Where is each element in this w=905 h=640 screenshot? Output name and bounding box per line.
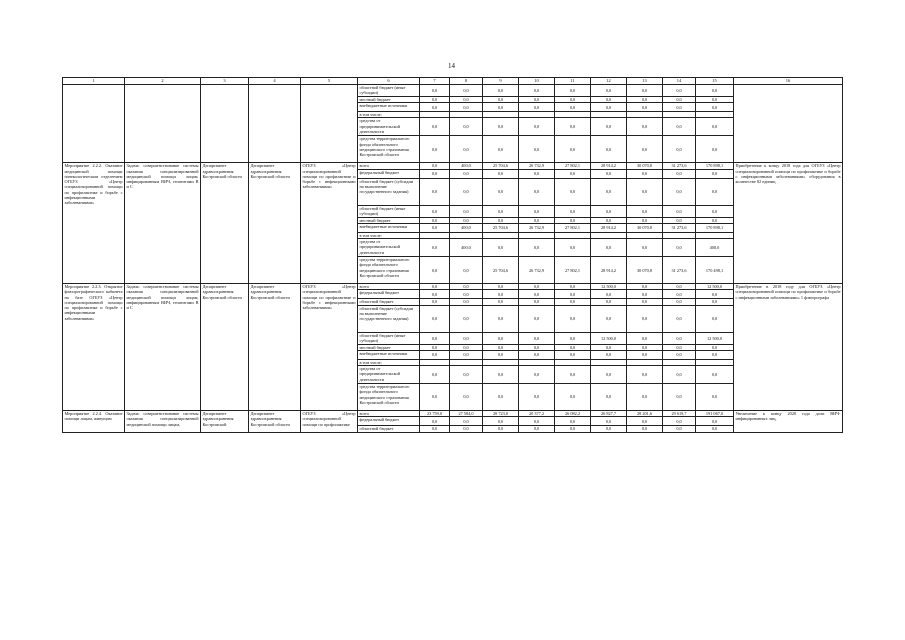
- funding-source: средства от предпринимательской деятельности: [358, 366, 420, 384]
- amount-cell: 0,0: [519, 97, 555, 103]
- amount-cell: 0,0: [591, 217, 627, 223]
- column-number: 7: [420, 78, 450, 85]
- amount-cell: 0,0: [483, 169, 519, 178]
- co-executor: Департамент здравоохранения Костромской области: [249, 284, 301, 411]
- amount-cell: 0,0: [555, 103, 591, 112]
- amount-cell: 0,0: [420, 97, 450, 103]
- amount-cell: 0,0: [663, 384, 696, 411]
- amount-cell: 0,0: [696, 299, 734, 305]
- amount-cell: 12 500,0: [591, 284, 627, 290]
- column-number: 14: [663, 78, 696, 85]
- amount-cell: 0,0: [519, 299, 555, 305]
- funding-source: всего: [358, 284, 420, 290]
- amount-cell: 28 914,2: [591, 163, 627, 169]
- amount-cell: 0,0: [696, 118, 734, 136]
- amount-cell: 0,0: [696, 384, 734, 411]
- amount-cell: 0,0: [591, 299, 627, 305]
- amount-cell: 0,0: [663, 332, 696, 344]
- amount-cell: 0,0: [591, 239, 627, 257]
- amount-cell: 0,0: [519, 305, 555, 332]
- amount-cell: 0,0: [555, 417, 591, 426]
- table-body: [63, 78, 843, 433]
- amount-cell: 0,0: [450, 169, 483, 178]
- column-number: 6: [358, 78, 420, 85]
- amount-cell: 0,0: [591, 205, 627, 217]
- amount-cell: 0,0: [627, 290, 663, 299]
- amount-cell: 0,0: [450, 290, 483, 299]
- amount-cell: 0,0: [663, 97, 696, 103]
- amount-cell: 0,0: [627, 366, 663, 384]
- amount-cell: 0,0: [519, 350, 555, 359]
- amount-cell: 0,0: [483, 305, 519, 332]
- amount-cell: 0,0: [591, 136, 627, 163]
- amount-cell: 0,0: [591, 417, 627, 426]
- amount-cell: 0,0: [450, 366, 483, 384]
- amount-cell: 0,0: [627, 284, 663, 290]
- amount-cell: 0,0: [420, 136, 450, 163]
- amount-cell: 0,0: [450, 103, 483, 112]
- amount-cell: 0,0: [663, 366, 696, 384]
- amount-cell: 0,0: [696, 97, 734, 103]
- amount-cell: 0,0: [591, 290, 627, 299]
- column-number: 3: [201, 78, 249, 85]
- amount-cell: 0,0: [420, 384, 450, 411]
- funding-source: средства территориального фонда обязательного медицинского страхования Костромской области: [358, 384, 420, 411]
- amount-cell: 0,0: [519, 239, 555, 257]
- amount-cell: 31 273,6: [663, 223, 696, 232]
- amount-cell: 0,0: [591, 97, 627, 103]
- page-number: 14: [448, 62, 455, 70]
- amount-cell: 0,0: [420, 305, 450, 332]
- amount-cell: 30 070,8: [627, 257, 663, 284]
- amount-cell: 25 704,6: [483, 257, 519, 284]
- empty-cell: [201, 85, 249, 163]
- amount-cell: 0,0: [483, 384, 519, 411]
- funding-source: федеральный бюджет: [358, 169, 420, 178]
- amount-cell: 0,0: [420, 284, 450, 290]
- amount-cell: 0,0: [555, 178, 591, 205]
- co-executor: Департамент здравоохранения Костромской области: [249, 163, 301, 284]
- amount-cell: 0,0: [591, 426, 627, 432]
- amount-cell: 0,0: [555, 217, 591, 223]
- amount-cell: 0,0: [663, 417, 696, 426]
- amount-cell: 0,0: [627, 332, 663, 344]
- amount-cell: 0,0: [663, 205, 696, 217]
- amount-cell: 0,0: [555, 290, 591, 299]
- measure-task: Задача: совершенствование системы оказания специализированной медицинской помощи лицам, инфицированным ВИЧ, гепатитами В и С: [125, 163, 201, 284]
- amount-cell: 0,0: [519, 426, 555, 432]
- column-number: 13: [627, 78, 663, 85]
- amount-cell: 27 802,1: [555, 163, 591, 169]
- funding-source: федеральный бюджет: [358, 290, 420, 299]
- amount-cell: 0,0: [591, 350, 627, 359]
- expected-result: Приобретение в 2018 году для ОГБУЗ «Центр специализированной помощи по профилактике и борьбе с инфекционными заболеваниями» 1 флюорографа: [734, 284, 843, 411]
- measure-name: Мероприятие 2.2.4. Оказание помощи лицам, живущим: [63, 411, 125, 432]
- amount-cell: 0,0: [519, 384, 555, 411]
- amount-cell: 0,0: [450, 257, 483, 284]
- amount-cell: 0,0: [663, 136, 696, 163]
- funding-source: средства от предпринимательской деятельности: [358, 118, 420, 136]
- funding-source: местный бюджет: [358, 344, 420, 350]
- amount-cell: 0,0: [663, 305, 696, 332]
- amount-cell: 0,0: [420, 118, 450, 136]
- funding-source: в том числе:: [358, 359, 420, 365]
- amount-cell: 30 070,8: [627, 163, 663, 169]
- amount-cell: 0,0: [591, 85, 627, 97]
- amount-cell: 0,0: [519, 205, 555, 217]
- amount-cell: 0,0: [591, 305, 627, 332]
- amount-cell: 0,0: [663, 239, 696, 257]
- amount-cell: 0,0: [519, 417, 555, 426]
- amount-cell: 0,0: [555, 205, 591, 217]
- amount-cell: 0,0: [555, 299, 591, 305]
- amount-cell: 0,0: [555, 284, 591, 290]
- funding-source: средства территориального фонда обязательного медицинского страхования Костромской области: [358, 257, 420, 284]
- amount-cell: 0,0: [450, 332, 483, 344]
- amount-cell: 0,0: [483, 85, 519, 97]
- amount-cell: 0,0: [696, 169, 734, 178]
- amount-cell: 0,0: [420, 290, 450, 299]
- empty-cell: [301, 85, 358, 163]
- amount-cell: 0,0: [591, 366, 627, 384]
- measure-name: Мероприятие 2.2.3. Открытие флюорографического кабинета на базе ОГБУЗ «Центр специализированной помощи по профилактике и борьбе с инфекционными заболеваниями»: [63, 284, 125, 411]
- funding-source: областной бюджет (субсидии на выполнение государственного задания): [358, 305, 420, 332]
- column-number: 12: [591, 78, 627, 85]
- amount-cell: 0,0: [663, 426, 696, 432]
- amount-cell: 26 732,9: [519, 257, 555, 284]
- amount-cell: 0,0: [555, 239, 591, 257]
- amount-cell: 0,0: [483, 350, 519, 359]
- amount-cell: 0,0: [627, 384, 663, 411]
- column-number: 10: [519, 78, 555, 85]
- amount-cell: 0,0: [450, 299, 483, 305]
- amount-cell: 0,0: [450, 217, 483, 223]
- funding-source: областной бюджет: [358, 426, 420, 432]
- amount-cell: 0,0: [627, 305, 663, 332]
- amount-cell: 0,0: [420, 163, 450, 169]
- amount-cell: 12 500,0: [696, 332, 734, 344]
- amount-cell: 0,0: [555, 118, 591, 136]
- column-number: 16: [734, 78, 843, 85]
- amount-cell: 12 500,0: [591, 332, 627, 344]
- column-number: 11: [555, 78, 591, 85]
- funding-source: в том числе:: [358, 232, 420, 238]
- amount-cell: 0,0: [555, 136, 591, 163]
- funding-source: областной бюджет (иные субсидии): [358, 332, 420, 344]
- amount-cell: 27 584,0: [450, 411, 483, 417]
- column-number-row: [63, 78, 843, 85]
- amount-cell: 0,0: [519, 344, 555, 350]
- amount-cell: 0,0: [555, 344, 591, 350]
- amount-cell: 0,0: [420, 332, 450, 344]
- amount-cell: 0,0: [420, 257, 450, 284]
- responsible-executor: Департамент здравоохранения Костромской области: [201, 284, 249, 411]
- amount-cell: 0,0: [420, 344, 450, 350]
- amount-cell: 0,0: [450, 178, 483, 205]
- funding-source: внебюджетные источники: [358, 350, 420, 359]
- amount-cell: 27 802,1: [555, 257, 591, 284]
- amount-cell: 0,0: [483, 299, 519, 305]
- program-funding-table: [62, 77, 843, 433]
- amount-cell: 26 732,9: [519, 223, 555, 232]
- amount-cell: 191 067,0: [696, 411, 734, 417]
- amount-cell: 0,0: [696, 217, 734, 223]
- amount-cell: 0,0: [519, 284, 555, 290]
- amount-cell: 0,0: [483, 290, 519, 299]
- amount-cell: 0,0: [591, 118, 627, 136]
- funding-source: федеральный бюджет: [358, 417, 420, 426]
- amount-cell: 0,0: [663, 290, 696, 299]
- amount-cell: 0,0: [627, 239, 663, 257]
- amount-cell: 0,0: [420, 85, 450, 97]
- amount-cell: 0,0: [663, 344, 696, 350]
- funding-source: областной бюджет (иные субсидии): [358, 85, 420, 97]
- amount-cell: 0,0: [450, 284, 483, 290]
- responsible-executor: Департамент здравоохранения Костромской: [201, 411, 249, 432]
- amount-cell: 29 619,7: [663, 411, 696, 417]
- amount-cell: 0,0: [696, 417, 734, 426]
- amount-cell: 0,0: [627, 118, 663, 136]
- amount-cell: 0,0: [555, 305, 591, 332]
- amount-cell: 0,0: [519, 178, 555, 205]
- amount-cell: 0,0: [591, 344, 627, 350]
- amount-cell: 0,0: [519, 118, 555, 136]
- funding-source: всего: [358, 411, 420, 417]
- amount-cell: 400,0: [696, 239, 734, 257]
- amount-cell: 0,0: [663, 217, 696, 223]
- amount-cell: 0,0: [483, 239, 519, 257]
- amount-cell: 0,0: [696, 290, 734, 299]
- amount-cell: 0,0: [555, 366, 591, 384]
- amount-cell: 0,0: [420, 169, 450, 178]
- co-executor: Департамент здравоохранения Костромской области: [249, 411, 301, 432]
- amount-cell: 0,0: [519, 85, 555, 97]
- amount-cell: 28 914,2: [591, 257, 627, 284]
- amount-cell: 0,0: [519, 332, 555, 344]
- amount-cell: 0,0: [483, 118, 519, 136]
- amount-cell: 0,0: [519, 136, 555, 163]
- column-number: 4: [249, 78, 301, 85]
- amount-cell: 0,0: [627, 97, 663, 103]
- amount-cell: 0,0: [663, 299, 696, 305]
- amount-cell: 0,0: [696, 344, 734, 350]
- amount-cell: 0,0: [450, 118, 483, 136]
- amount-cell: 0,0: [420, 417, 450, 426]
- amount-cell: 0,0: [555, 350, 591, 359]
- amount-cell: 0,0: [450, 417, 483, 426]
- expected-result: Увеличение к концу 2020 года доли ВИЧ-инфицированных лиц,: [734, 411, 843, 432]
- amount-cell: 0,0: [663, 284, 696, 290]
- amount-cell: 31 273,6: [663, 257, 696, 284]
- amount-cell: 26 732,9: [519, 163, 555, 169]
- funding-source: средства от предпринимательской деятельности: [358, 239, 420, 257]
- funding-source: всего: [358, 163, 420, 169]
- amount-cell: 0,0: [696, 350, 734, 359]
- amount-cell: 0,0: [483, 284, 519, 290]
- amount-cell: 0,0: [627, 426, 663, 432]
- amount-cell: 0,0: [627, 169, 663, 178]
- amount-cell: 0,0: [450, 205, 483, 217]
- table-row: [63, 85, 843, 97]
- funding-source: внебюджетные источники: [358, 223, 420, 232]
- amount-cell: 0,0: [483, 217, 519, 223]
- participant: ОГБУЗ «Центр специализированной помощи по профилактике и борьбе с инфекционными заболеваниями»: [301, 284, 358, 411]
- amount-cell: 0,0: [555, 384, 591, 411]
- amount-cell: 400,0: [450, 239, 483, 257]
- measure-task: Задача: совершенствование системы оказания специализированной медицинской помощи лицам, инфицированным ВИЧ, гепатитами В и С: [125, 284, 201, 411]
- amount-cell: 0,0: [519, 366, 555, 384]
- amount-cell: 0,0: [420, 178, 450, 205]
- funding-source: областной бюджет: [358, 299, 420, 305]
- amount-cell: 0,0: [483, 332, 519, 344]
- expected-result: Приобретение к концу 2018 года для ОГБУЗ «Центр специализированной помощи по профилактике и борьбе с инфекционными заболеваниями» оборудования в количестве 82 единиц: [734, 163, 843, 284]
- amount-cell: 0,0: [627, 417, 663, 426]
- amount-cell: 0,0: [450, 344, 483, 350]
- amount-cell: 0,0: [420, 217, 450, 223]
- funding-source: областной бюджет (субсидии на выполнение государственного задания): [358, 178, 420, 205]
- amount-cell: 0,0: [483, 97, 519, 103]
- amount-cell: 0,0: [519, 290, 555, 299]
- column-number: 1: [63, 78, 125, 85]
- amount-cell: 0,0: [663, 118, 696, 136]
- amount-cell: 0,0: [450, 305, 483, 332]
- funding-source: в том числе:: [358, 112, 420, 118]
- amount-cell: 0,0: [420, 239, 450, 257]
- amount-cell: 0,0: [483, 366, 519, 384]
- funding-source: средства территориального фонда обязательного медицинского страхования Костромской области: [358, 136, 420, 163]
- amount-cell: 0,0: [420, 299, 450, 305]
- amount-cell: 31 273,6: [663, 163, 696, 169]
- amount-cell: 0,0: [627, 344, 663, 350]
- measure-name: Мероприятие 2.2.2. Оказание медицинской помощи гинекологическим отделением ОГБУЗ «Центр специализированной помощи по профилактике и борьбе с инфекционными заболеваниями»: [63, 163, 125, 284]
- amount-cell: 170 898,1: [696, 163, 734, 169]
- participant: ОГБУЗ «Центр специализированной помощи по профилактике и борьбе с инфекционными заболеваниями»: [301, 163, 358, 284]
- amount-cell: 0,0: [483, 344, 519, 350]
- amount-cell: 170 498,1: [696, 257, 734, 284]
- amount-cell: 0,0: [591, 178, 627, 205]
- amount-cell: 0,0: [483, 205, 519, 217]
- amount-cell: 0,0: [696, 366, 734, 384]
- amount-cell: 0,0: [627, 136, 663, 163]
- funding-source: областной бюджет (иные субсидии): [358, 205, 420, 217]
- amount-cell: 0,0: [627, 299, 663, 305]
- amount-cell: 0,0: [450, 136, 483, 163]
- amount-cell: 0,0: [591, 169, 627, 178]
- amount-cell: 28 201,6: [627, 411, 663, 417]
- amount-cell: 0,0: [555, 169, 591, 178]
- funding-source: местный бюджет: [358, 217, 420, 223]
- participant: ОГБУЗ «Центр специализированной помощи по профилактике: [301, 411, 358, 432]
- amount-cell: 400,0: [450, 223, 483, 232]
- amount-cell: 0,0: [420, 205, 450, 217]
- amount-cell: 0,0: [450, 85, 483, 97]
- amount-cell: 26 827,7: [591, 411, 627, 417]
- amount-cell: 12 500,0: [696, 284, 734, 290]
- amount-cell: 0,0: [483, 426, 519, 432]
- amount-cell: 0,0: [420, 223, 450, 232]
- funding-source: местный бюджет: [358, 97, 420, 103]
- amount-cell: 27 802,1: [555, 223, 591, 232]
- responsible-executor: Департамент здравоохранения Костромской области: [201, 163, 249, 284]
- column-number: 15: [696, 78, 734, 85]
- amount-cell: 0,0: [420, 350, 450, 359]
- amount-cell: 0,0: [519, 103, 555, 112]
- amount-cell: 0,0: [627, 178, 663, 205]
- amount-cell: 0,0: [420, 103, 450, 112]
- column-number: 9: [483, 78, 519, 85]
- amount-cell: 25 704,6: [483, 163, 519, 169]
- amount-cell: 0,0: [420, 366, 450, 384]
- amount-cell: 0,0: [663, 169, 696, 178]
- amount-cell: 0,0: [696, 205, 734, 217]
- amount-cell: 0,0: [555, 97, 591, 103]
- amount-cell: 0,0: [627, 85, 663, 97]
- amount-cell: 0,0: [627, 205, 663, 217]
- amount-cell: 0,0: [483, 136, 519, 163]
- empty-cell: [734, 85, 843, 163]
- amount-cell: 0,0: [555, 332, 591, 344]
- column-number: 8: [450, 78, 483, 85]
- amount-cell: 28 914,2: [591, 223, 627, 232]
- empty-cell: [249, 85, 301, 163]
- amount-cell: 400,0: [450, 163, 483, 169]
- amount-cell: 0,0: [627, 103, 663, 112]
- amount-cell: 0,0: [663, 85, 696, 97]
- amount-cell: 0,0: [627, 217, 663, 223]
- empty-cell: [125, 85, 201, 163]
- amount-cell: 0,0: [450, 384, 483, 411]
- amount-cell: 0,0: [519, 217, 555, 223]
- amount-cell: 20 377,2: [519, 411, 555, 417]
- amount-cell: 0,0: [696, 136, 734, 163]
- amount-cell: 170 898,1: [696, 223, 734, 232]
- amount-cell: 0,0: [696, 103, 734, 112]
- amount-cell: 0,0: [696, 85, 734, 97]
- amount-cell: 0,0: [627, 350, 663, 359]
- amount-cell: 0,0: [483, 178, 519, 205]
- amount-cell: 0,0: [450, 97, 483, 103]
- funding-source: внебюджетные источники: [358, 103, 420, 112]
- amount-cell: 26 082,2: [555, 411, 591, 417]
- empty-cell: [63, 85, 125, 163]
- amount-cell: 0,0: [591, 103, 627, 112]
- amount-cell: 23 759,0: [420, 411, 450, 417]
- amount-cell: 28 723,0: [483, 411, 519, 417]
- amount-cell: 0,0: [591, 384, 627, 411]
- amount-cell: 0,0: [450, 426, 483, 432]
- amount-cell: 0,0: [483, 417, 519, 426]
- amount-cell: 0,0: [663, 350, 696, 359]
- column-number: 2: [125, 78, 201, 85]
- amount-cell: 0,0: [663, 103, 696, 112]
- amount-cell: 0,0: [483, 103, 519, 112]
- measure-task: Задача: совершенствование системы оказания специализированной медицинской помощи лицам,: [125, 411, 201, 432]
- amount-cell: 0,0: [663, 178, 696, 205]
- column-number: 5: [301, 78, 358, 85]
- amount-cell: 0,0: [696, 178, 734, 205]
- amount-cell: 0,0: [519, 169, 555, 178]
- amount-cell: 0,0: [555, 426, 591, 432]
- amount-cell: 0,0: [696, 305, 734, 332]
- amount-cell: 0,0: [450, 350, 483, 359]
- amount-cell: 0,0: [420, 426, 450, 432]
- amount-cell: 0,0: [696, 426, 734, 432]
- amount-cell: 30 070,8: [627, 223, 663, 232]
- amount-cell: 0,0: [555, 85, 591, 97]
- amount-cell: 25 704,6: [483, 223, 519, 232]
